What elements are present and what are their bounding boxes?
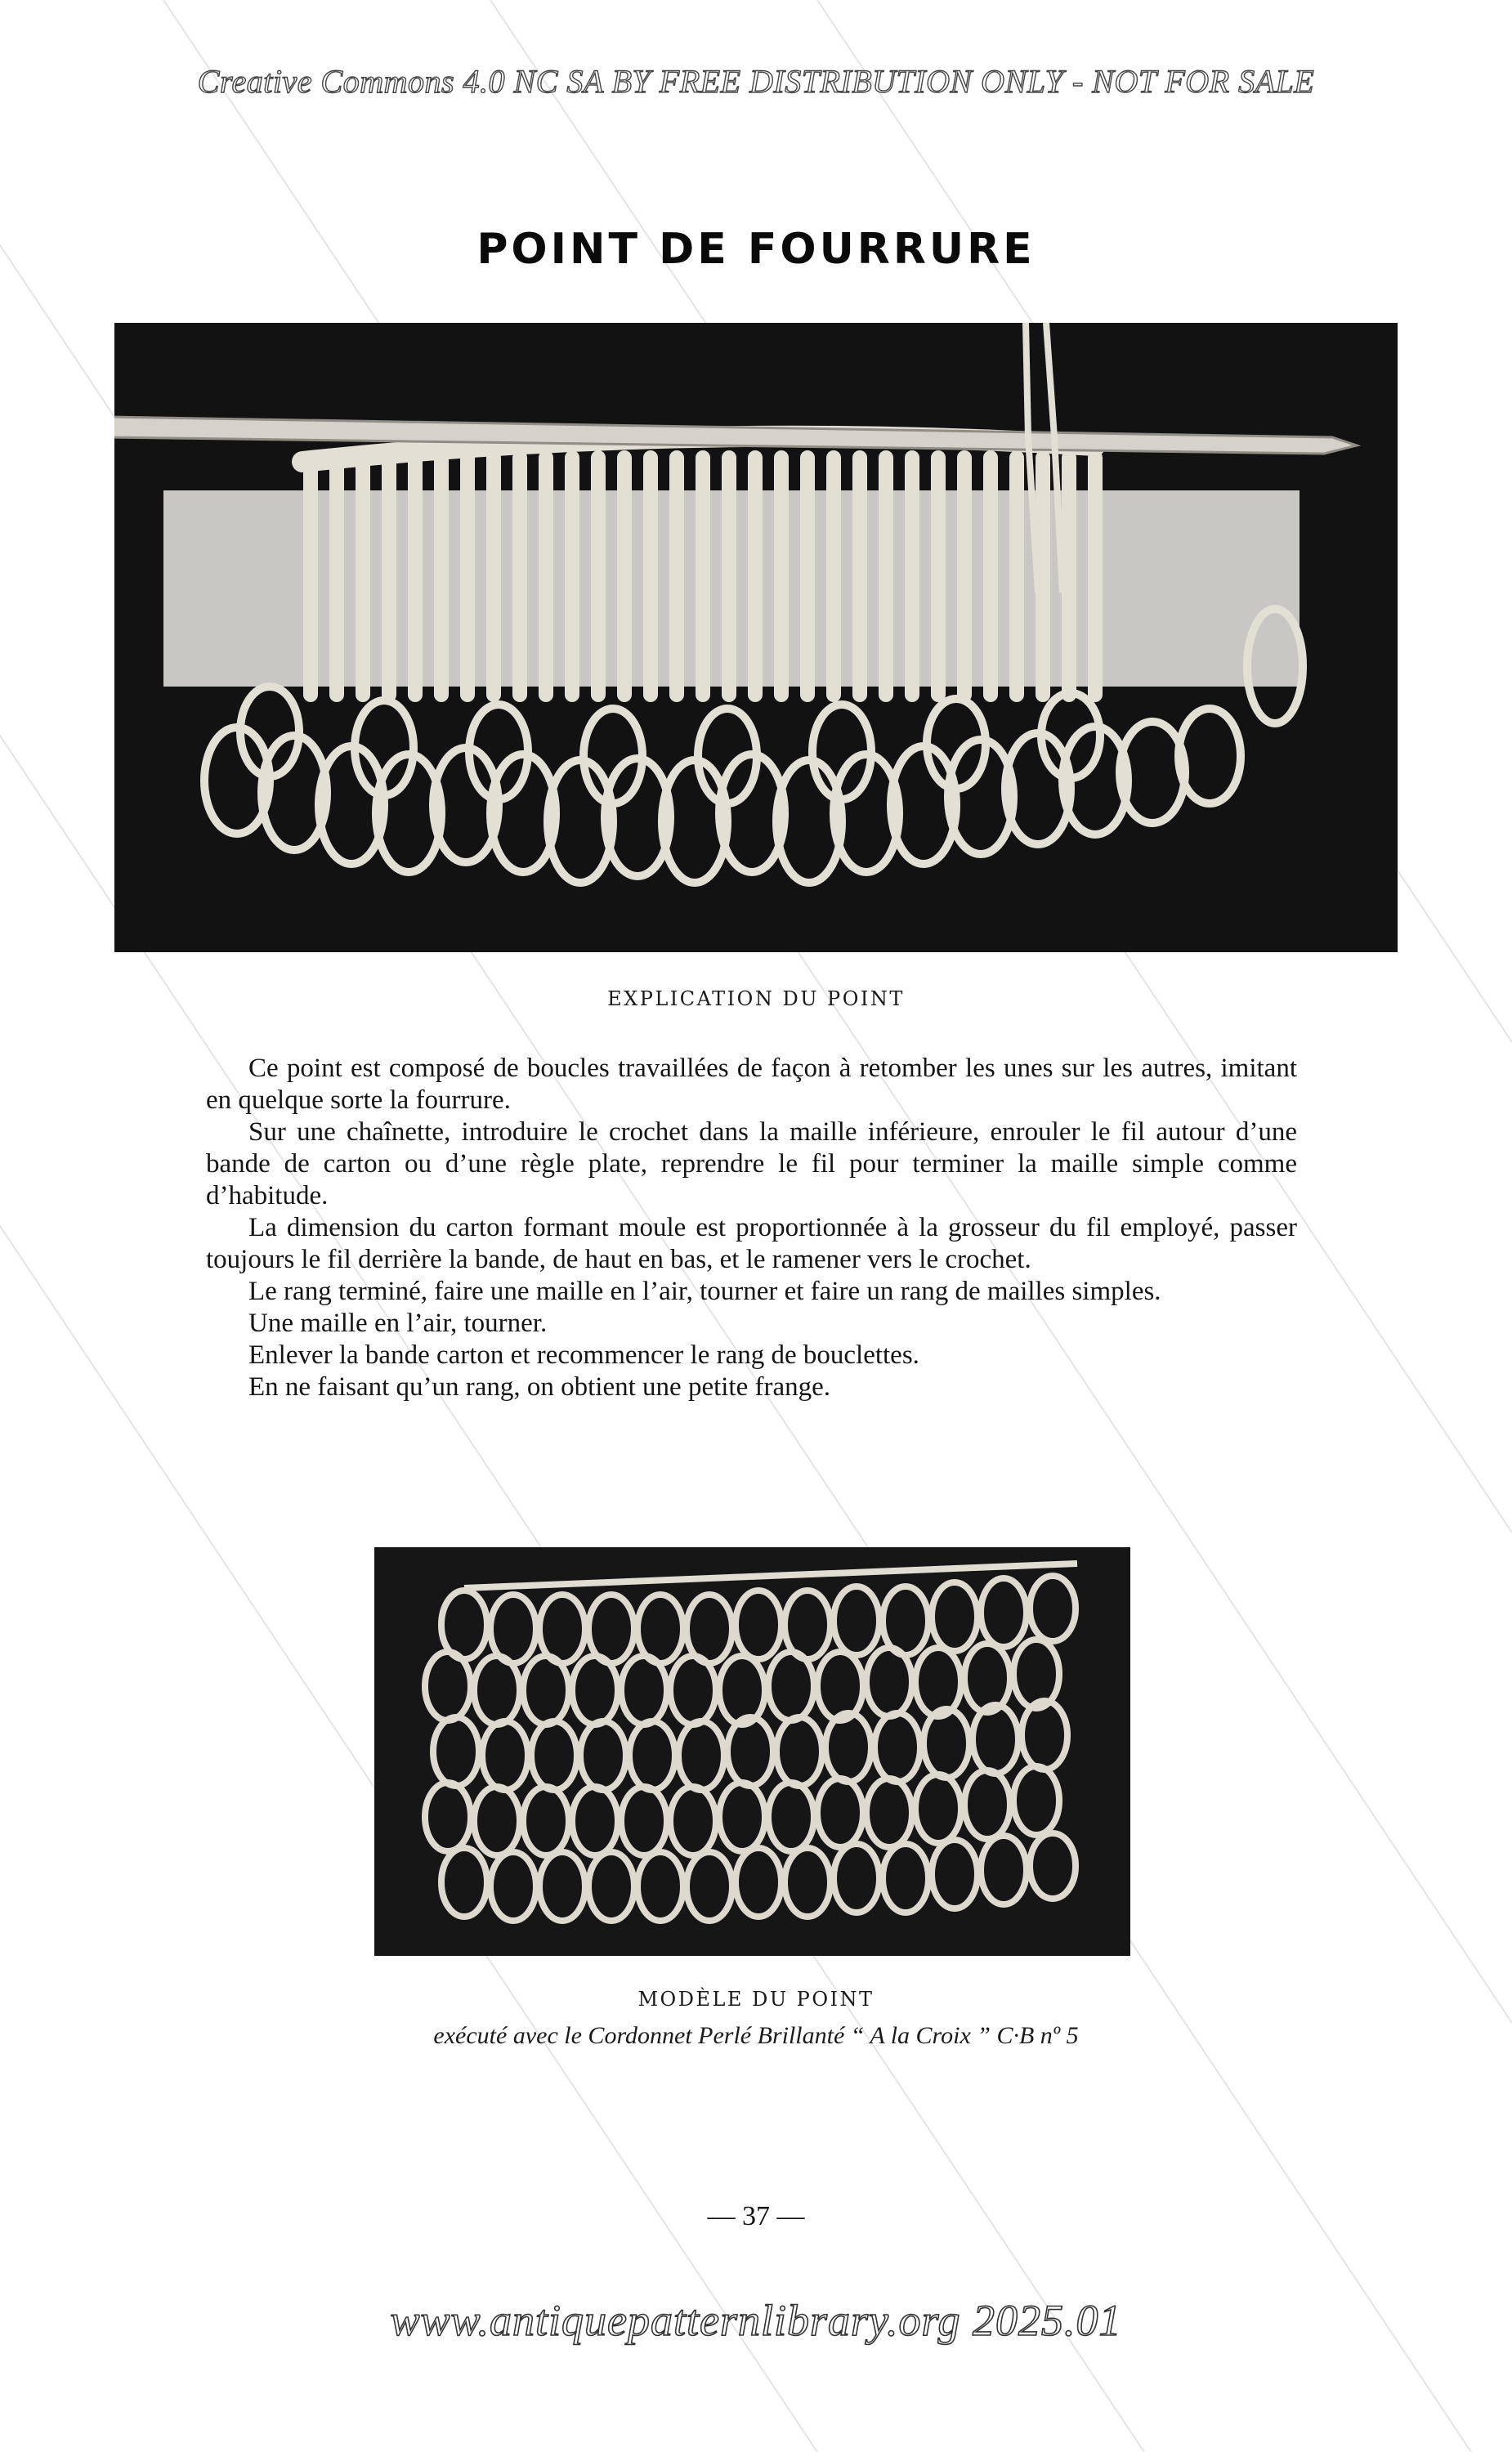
footer-url-watermark: www.antiquepatternlibrary.org 2025.01	[390, 2296, 1122, 2345]
explication-photo	[114, 323, 1398, 952]
instruction-paragraph: En ne faisant qu’un rang, on obtient une petite frange.	[248, 1372, 831, 1402]
crochet-loops-illustration	[114, 323, 1398, 952]
explication-caption: EXPLICATION DU POINT	[607, 987, 905, 1010]
instruction-paragraph: Sur une chaînette, introduire le crochet dans la maille inférieure, enrouler le fil autour d’une bande de carton ou d’une règle plate, reprendre le fil pour terminer la maille simple comme d’habitude.	[206, 1117, 1297, 1210]
license-banner: Creative Commons 4.0 NC SA BY FREE DISTRIBUTION ONLY - NOT FOR SALE	[197, 63, 1315, 100]
instruction-paragraph: Le rang terminé, faire une maille en l’air, tourner et faire un rang de mailles simples.	[248, 1277, 1161, 1306]
instructions-text	[206, 1053, 1297, 1403]
fur-stitch-sample-illustration	[374, 1547, 1130, 1956]
page-title: POINT DE FOURRURE	[476, 225, 1036, 274]
instruction-paragraph: Ce point est composé de boucles travaillées de façon à retomber les unes sur les autres, imitant en quelque sorte la fourrure.	[206, 1054, 1297, 1115]
modele-photo	[374, 1547, 1130, 1956]
instruction-paragraph: Une maille en l’air, tourner.	[248, 1309, 548, 1338]
page-number: — 37 —	[707, 2201, 805, 2231]
modele-subcaption: exécuté avec le Cordonnet Perlé Brillanté “ A la Croix ” C·B nº 5	[433, 2022, 1079, 2049]
instruction-paragraph: La dimension du carton formant moule est proportionnée à la grosseur du fil employé, passer toujours le fil derrière la bande, de haut en bas, et le ramener vers le crochet.	[206, 1213, 1297, 1274]
instruction-paragraph: Enlever la bande carton et recommencer le rang de bouclettes.	[248, 1340, 919, 1370]
modele-caption: MODÈLE DU POINT	[637, 1988, 875, 2011]
